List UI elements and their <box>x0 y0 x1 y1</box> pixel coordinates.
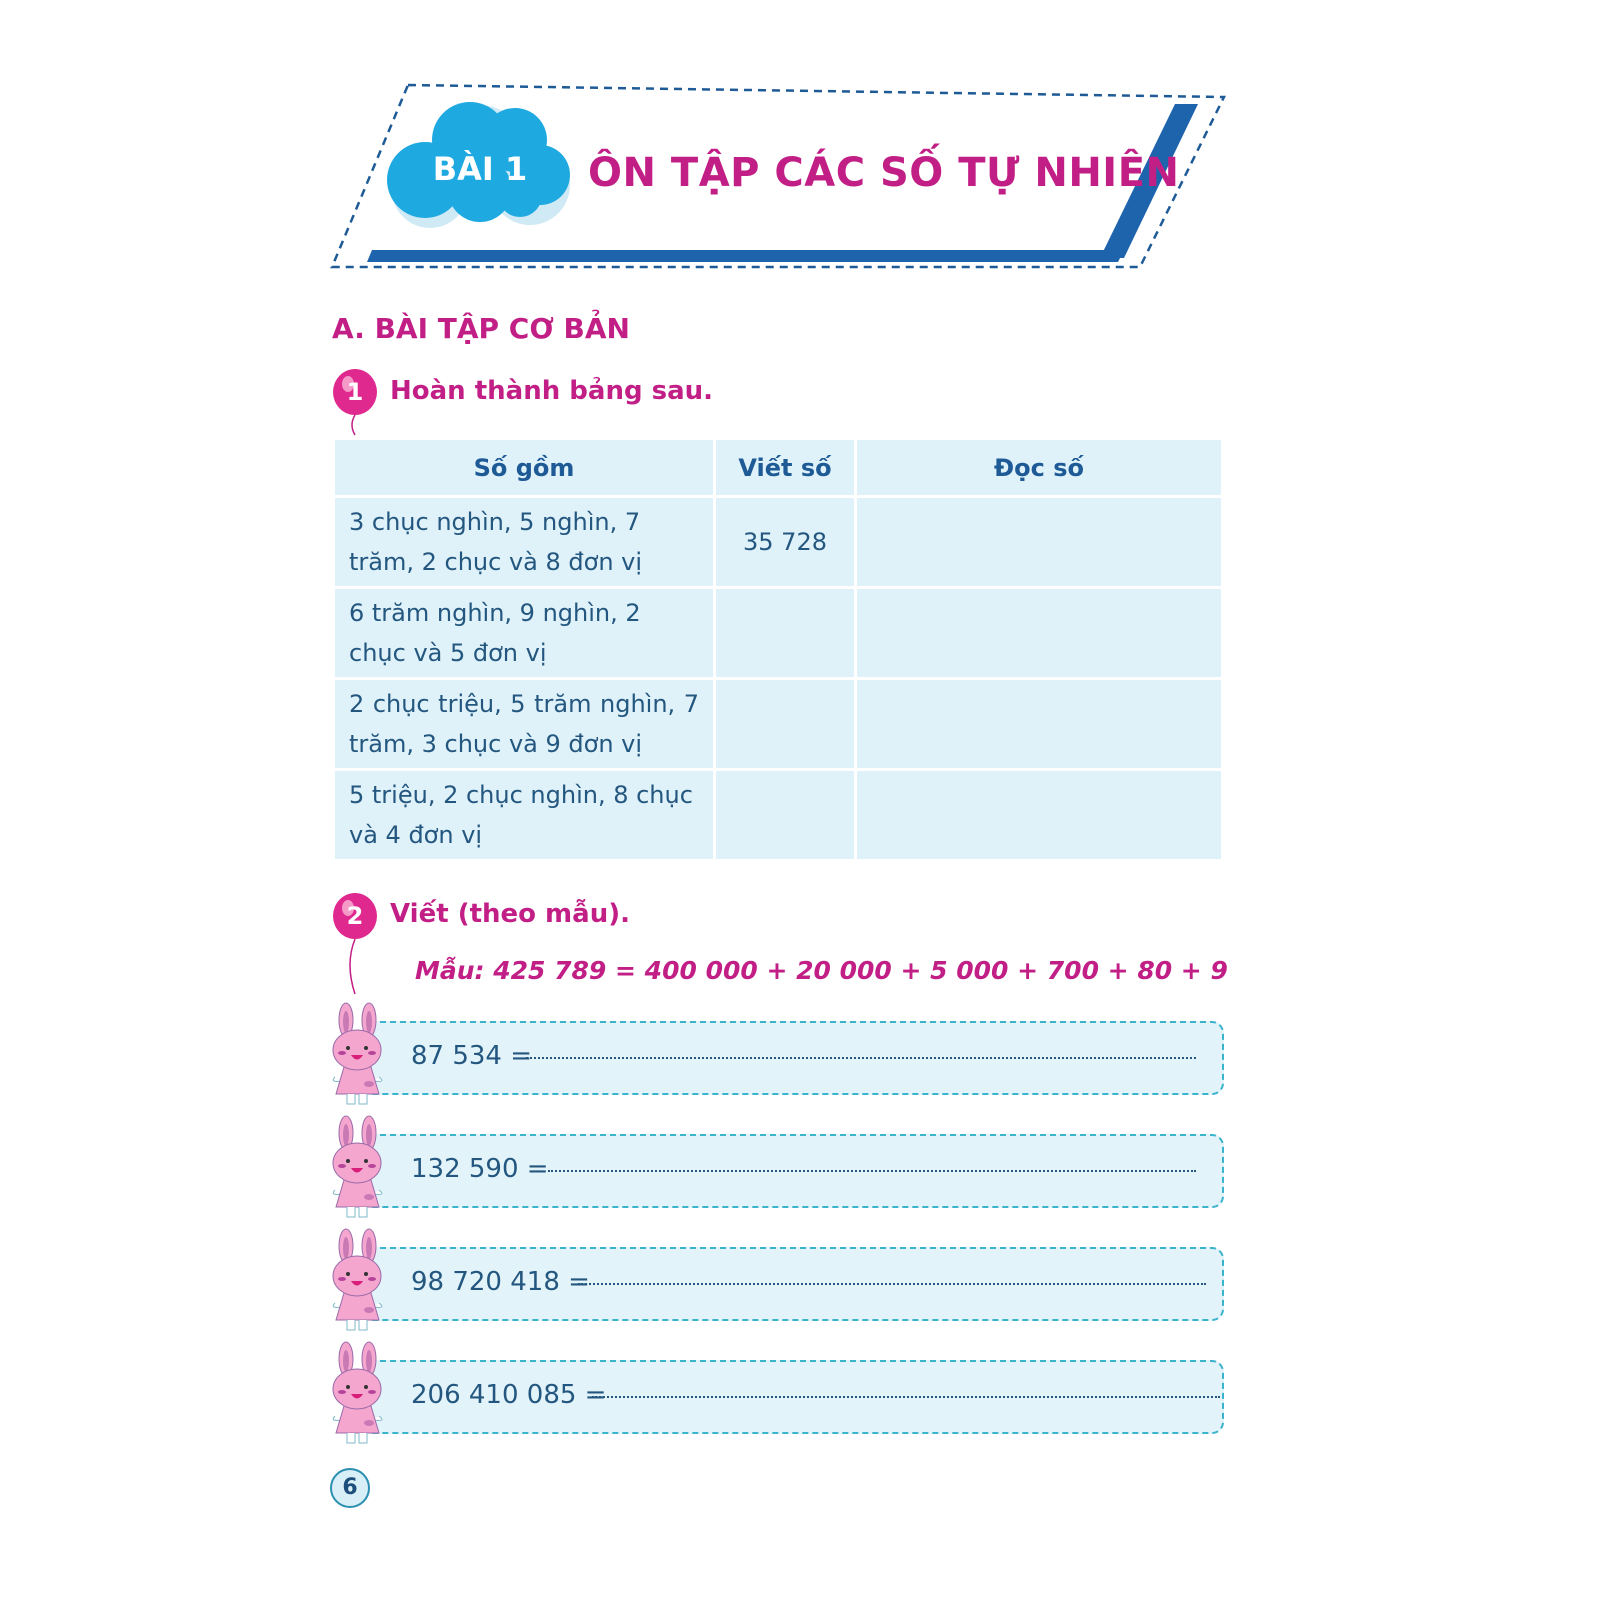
bunny-icon <box>329 1115 389 1221</box>
answer-line[interactable] <box>592 1396 1220 1398</box>
expression-label: 206 410 085 = <box>411 1380 607 1410</box>
composition-cell: 6 trăm nghìn, 9 nghìn, 2 chục và 5 đơn vị <box>334 588 715 679</box>
bunny-icon <box>329 1341 389 1447</box>
composition-cell: 3 chục nghìn, 5 nghìn, 7 trăm, 2 chục và 8 đơn vị <box>334 497 715 588</box>
table-row <box>334 588 1223 679</box>
bunny-icon <box>329 1228 389 1334</box>
answer-box[interactable] <box>370 1134 1224 1208</box>
page-number: 6 <box>330 1468 370 1508</box>
exercise-instruction: Viết (theo mẫu). <box>390 899 630 929</box>
expression-label: 132 590 = <box>411 1154 549 1184</box>
expression-label: 87 534 = <box>411 1041 533 1071</box>
answer-line[interactable] <box>548 1170 1196 1172</box>
composition-cell: 5 triệu, 2 chục nghìn, 8 chục và 4 đơn vị <box>334 770 715 861</box>
written-cell[interactable]: 35 728 <box>715 497 856 588</box>
written-cell[interactable] <box>715 679 856 770</box>
column-header: Viết số <box>715 439 856 497</box>
lesson-banner <box>0 0 1600 300</box>
sample-answer: Mẫu: 425 789 = 400 000 + 20 000 + 5 000 + 700 + 80 + 9 <box>415 956 1228 985</box>
column-header: Số gồm <box>334 439 715 497</box>
table-header <box>334 439 1223 497</box>
table-row <box>334 497 1223 588</box>
answer-line[interactable] <box>526 1057 1196 1059</box>
answer-box[interactable] <box>370 1247 1224 1321</box>
column-header: Đọc số <box>856 439 1223 497</box>
answer-box[interactable] <box>370 1021 1224 1095</box>
bunny-icon <box>329 1002 389 1108</box>
number-table <box>332 437 1224 862</box>
table-row <box>334 679 1223 770</box>
lesson-title: ÔN TẬP CÁC SỐ TỰ NHIÊN <box>588 150 1180 196</box>
section-heading: A. BÀI TẬP CƠ BẢN <box>332 312 630 345</box>
expression-label: 98 720 418 = <box>411 1267 590 1297</box>
exercise-number: 1 <box>346 378 364 406</box>
lesson-badge: BÀI 1 <box>432 150 528 188</box>
written-cell[interactable] <box>715 588 856 679</box>
table-row <box>334 770 1223 861</box>
read-cell[interactable] <box>856 588 1223 679</box>
written-cell[interactable] <box>715 770 856 861</box>
composition-cell: 2 chục triệu, 5 trăm nghìn, 7 trăm, 3 chục và 9 đơn vị <box>334 679 715 770</box>
read-cell[interactable] <box>856 497 1223 588</box>
read-cell[interactable] <box>856 770 1223 861</box>
answer-line[interactable] <box>578 1283 1206 1285</box>
exercise-number: 2 <box>346 902 364 930</box>
read-cell[interactable] <box>856 679 1223 770</box>
answer-box[interactable] <box>370 1360 1224 1434</box>
exercise-instruction: Hoàn thành bảng sau. <box>390 376 714 406</box>
